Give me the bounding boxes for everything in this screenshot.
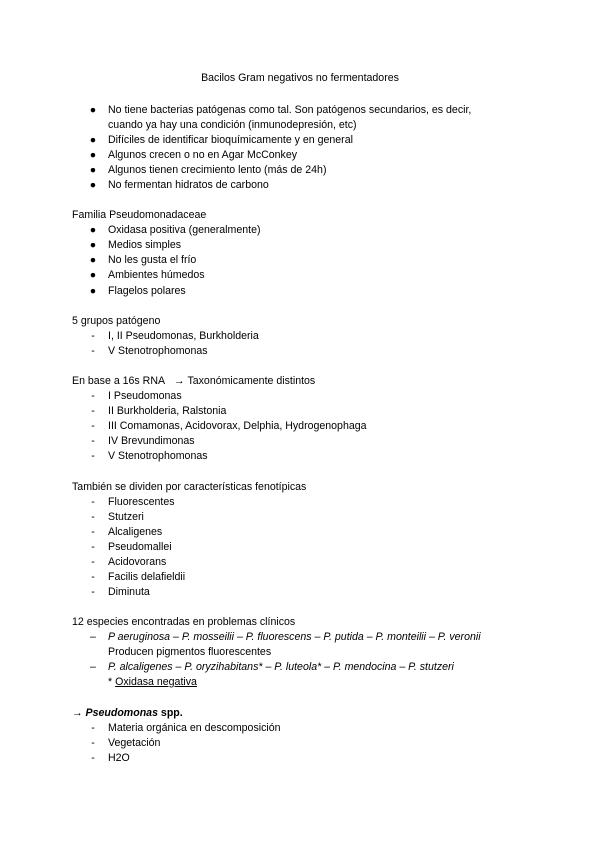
dash-marker: - (91, 737, 95, 749)
dash-marker: - (91, 420, 95, 432)
dash-marker: - (91, 722, 95, 734)
family-bullet-5: Flagelos polares (108, 285, 186, 297)
dash-marker: - (91, 390, 95, 402)
groups-item-2: V Stenotrophomonas (108, 345, 208, 357)
pseudomonas-item-1: Materia orgánica en descomposición (108, 722, 281, 734)
rna-heading (72, 374, 315, 388)
pseudomonas-genus: Pseudomonas (85, 707, 158, 719)
intro-bullet-4: Algunos tienen crecimiento lento (más de 24h) (108, 164, 327, 176)
phenotypic-item-7: Diminuta (108, 586, 150, 598)
intro-bullet-1-cont: cuando ya hay una condición (inmunodepresión, etc) (108, 119, 357, 131)
rna-item-2: II Burkholderia, Ralstonia (108, 405, 227, 417)
oxidase-note (108, 675, 197, 689)
bullet-marker: ● (89, 164, 97, 176)
rna-item-3: III Comamonas, Acidovorax, Delphia, Hydrogenophaga (108, 420, 367, 432)
pseudomonas-item-2: Vegetación (108, 737, 161, 749)
intro-bullet-5: No fermentan hidratos de carbono (108, 179, 269, 191)
bullet-marker: ● (89, 179, 97, 191)
dash-marker: – (90, 661, 96, 673)
bullet-marker: ● (89, 149, 97, 161)
rna-heading-prefix: En base a 16s RNA (72, 375, 166, 387)
pseudomonas-suffix: spp. (160, 707, 183, 719)
bullet-marker: ● (89, 269, 97, 281)
species-list-1: P aeruginosa – P. mosseilii – P. fluorescens – P. putida – P. monteilii – P. veronii (108, 631, 481, 643)
groups-item-1: I, II Pseudomonas, Burkholderia (108, 330, 259, 342)
phenotypic-item-6: Facilis delafieldii (108, 571, 186, 583)
bullet-marker: ● (89, 224, 97, 236)
dash-marker: - (91, 752, 95, 764)
clinical-heading: 12 especies encontradas en problemas clínicos (72, 616, 296, 628)
dash-marker: - (91, 556, 95, 568)
groups-heading: 5 grupos patógeno (72, 315, 161, 327)
phenotypic-heading: También se dividen por características fenotípicas (72, 481, 307, 493)
rna-heading-suffix: Taxonómicamente distintos (187, 375, 316, 387)
clinical-species-line-2 (108, 660, 454, 674)
dash-marker: - (91, 496, 95, 508)
dash-marker: - (91, 586, 95, 598)
phenotypic-item-1: Fluorescentes (108, 496, 175, 508)
bullet-marker: ● (89, 254, 97, 266)
intro-bullet-1: No tiene bacterias patógenas como tal. Son patógenos secundarios, es decir, (108, 104, 472, 116)
family-bullet-3: No les gusta el frío (108, 254, 197, 266)
bullet-marker: ● (89, 104, 97, 116)
family-bullet-2: Medios simples (108, 239, 182, 251)
family-bullet-4: Ambientes húmedos (108, 269, 205, 281)
arrow-icon: → (72, 707, 83, 719)
rna-item-1: I Pseudomonas (108, 390, 182, 402)
intro-bullet-3: Algunos crecen o no en Agar McConkey (108, 149, 298, 161)
dash-marker: - (91, 435, 95, 447)
phenotypic-item-4: Pseudomallei (108, 541, 172, 553)
family-bullet-1: Oxidasa positiva (generalmente) (108, 224, 261, 236)
clinical-species-note-1: Producen pigmentos fluorescentes (108, 646, 272, 658)
phenotypic-item-3: Alcaligenes (108, 526, 163, 538)
bullet-marker: ● (89, 285, 97, 297)
phenotypic-item-5: Acidovorans (108, 556, 167, 568)
family-heading: Familia Pseudomonadaceae (72, 209, 207, 221)
clinical-species-line-1 (108, 630, 481, 644)
dash-marker: - (91, 345, 95, 357)
phenotypic-item-2: Stutzeri (108, 511, 144, 523)
dash-marker: – (90, 631, 96, 643)
dash-marker: - (91, 571, 95, 583)
dash-marker: - (91, 450, 95, 462)
rna-item-4: IV Brevundimonas (108, 435, 195, 447)
rna-item-5: V Stenotrophomonas (108, 450, 208, 462)
species-list-2: P. alcaligenes – P. oryzihabitans* – P. luteola* – P. mendocina – P. stutzeri (108, 661, 454, 673)
pseudomonas-item-3: H2O (108, 752, 130, 764)
asterisk: * (108, 676, 116, 688)
pseudomonas-heading (72, 706, 183, 720)
bullet-marker: ● (89, 239, 97, 251)
dash-marker: - (91, 526, 95, 538)
intro-bullet-2: Difíciles de identificar bioquímicamente y en general (108, 134, 353, 146)
document-title: Bacilos Gram negativos no fermentadores (201, 72, 399, 84)
bullet-marker: ● (89, 134, 97, 146)
dash-marker: - (91, 405, 95, 417)
arrow-icon: → (173, 375, 185, 387)
dash-marker: - (91, 330, 95, 342)
oxidase-note-text: Oxidasa negativa (115, 676, 197, 688)
dash-marker: - (91, 541, 95, 553)
dash-marker: - (91, 511, 95, 523)
